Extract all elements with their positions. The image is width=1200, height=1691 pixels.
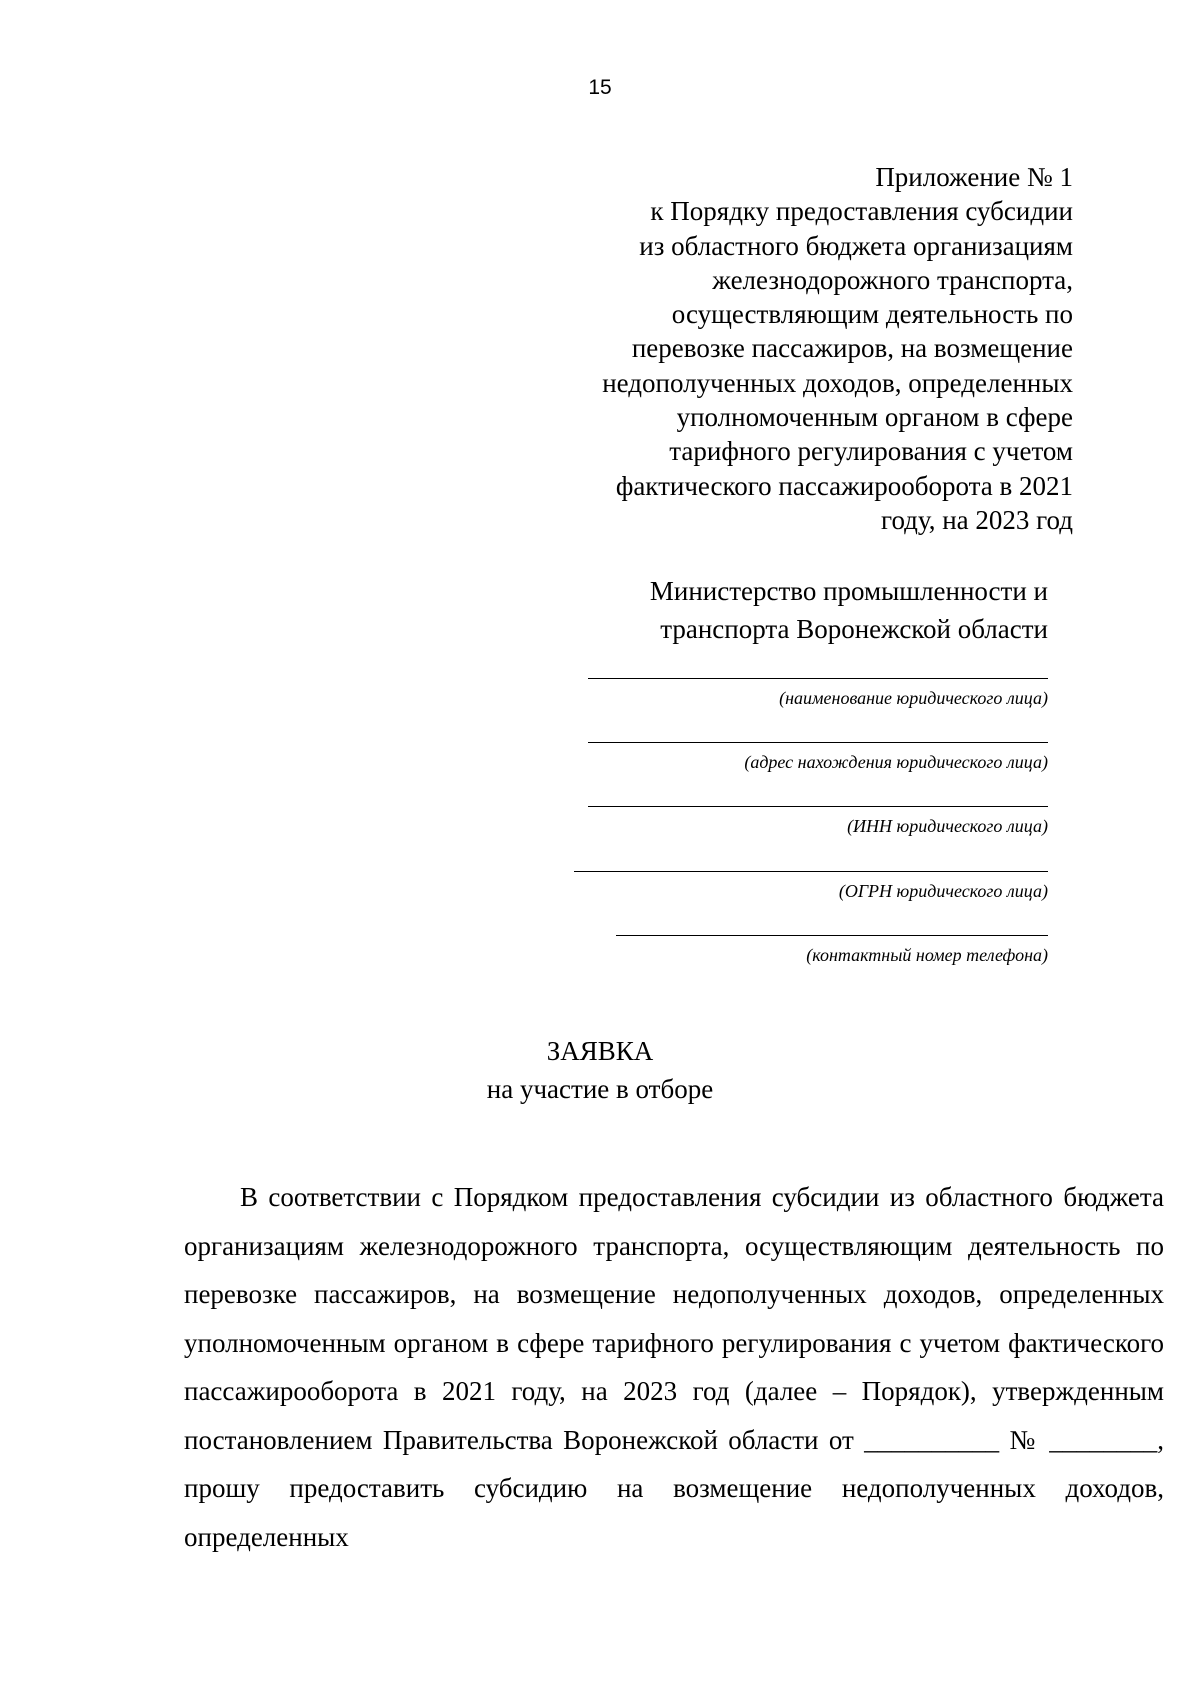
- field-caption: (наименование юридического лица): [779, 688, 1048, 708]
- body-paragraph: В соответствии с Порядком предоставления субсидии из областного бюджета организациям железнодорожного транспорта, осуществляющим деятельность по перевозке пассажиров, на возмещение недополученных доходов, определенных уполномоченным органом в сфере тарифного регулирования с учетом фактического пассажирооборота в 2021 году, на 2023 год (далее – Порядок), утвержденным постановлением Правительства Воронежской области от __________ № ________, прошу предоставить субсидию на возмещение недополученных доходов, определенных: [184, 1182, 1164, 1552]
- fill-in-line: [616, 935, 1048, 936]
- document-title: ЗАЯВКА: [546, 1036, 654, 1066]
- legal-entity-address-field[interactable]: [588, 742, 1048, 790]
- fill-in-line: [588, 806, 1048, 807]
- legal-entity-ogrn-field[interactable]: [574, 871, 1048, 919]
- appendix-line: перевозке пассажиров, на возмещение: [631, 333, 1073, 364]
- appendix-line: осуществляющим деятельность по: [671, 299, 1073, 330]
- legal-entity-name-field[interactable]: [588, 678, 1048, 726]
- field-caption: (адрес нахождения юридического лица): [744, 752, 1048, 772]
- addressee-line: Министерство промышленности и: [649, 576, 1048, 606]
- field-caption: (ОГРН юридического лица): [838, 881, 1048, 901]
- field-caption: (контактный номер телефона): [806, 945, 1048, 965]
- appendix-line: фактического пассажирооборота в 2021: [615, 470, 1073, 501]
- fill-in-line: [574, 871, 1048, 872]
- appendix-line: уполномоченным органом в сфере: [676, 402, 1073, 433]
- fill-in-line: [588, 742, 1048, 743]
- page-number: 15: [588, 76, 612, 99]
- appendix-line: из областного бюджета организациям: [639, 230, 1073, 261]
- addressee-block: [548, 572, 1048, 648]
- appendix-line: Приложение № 1: [875, 162, 1073, 192]
- fill-in-line: [588, 678, 1048, 679]
- contact-phone-field[interactable]: [616, 935, 1048, 983]
- appendix-header: [513, 160, 1073, 537]
- appendix-line: тарифного регулирования с учетом: [669, 436, 1073, 467]
- appendix-line: году, на 2023 год: [881, 504, 1073, 535]
- field-caption: (ИНН юридического лица): [847, 816, 1048, 836]
- legal-entity-inn-field[interactable]: [588, 806, 1048, 854]
- appendix-line: к Порядку предоставления субсидии: [650, 196, 1073, 227]
- addressee-line: транспорта Воронежской области: [660, 614, 1048, 644]
- document-subtitle: на участие в отборе: [486, 1074, 714, 1104]
- appendix-line: железнодорожного транспорта,: [712, 264, 1073, 295]
- appendix-line: недополученных доходов, определенных: [602, 367, 1073, 398]
